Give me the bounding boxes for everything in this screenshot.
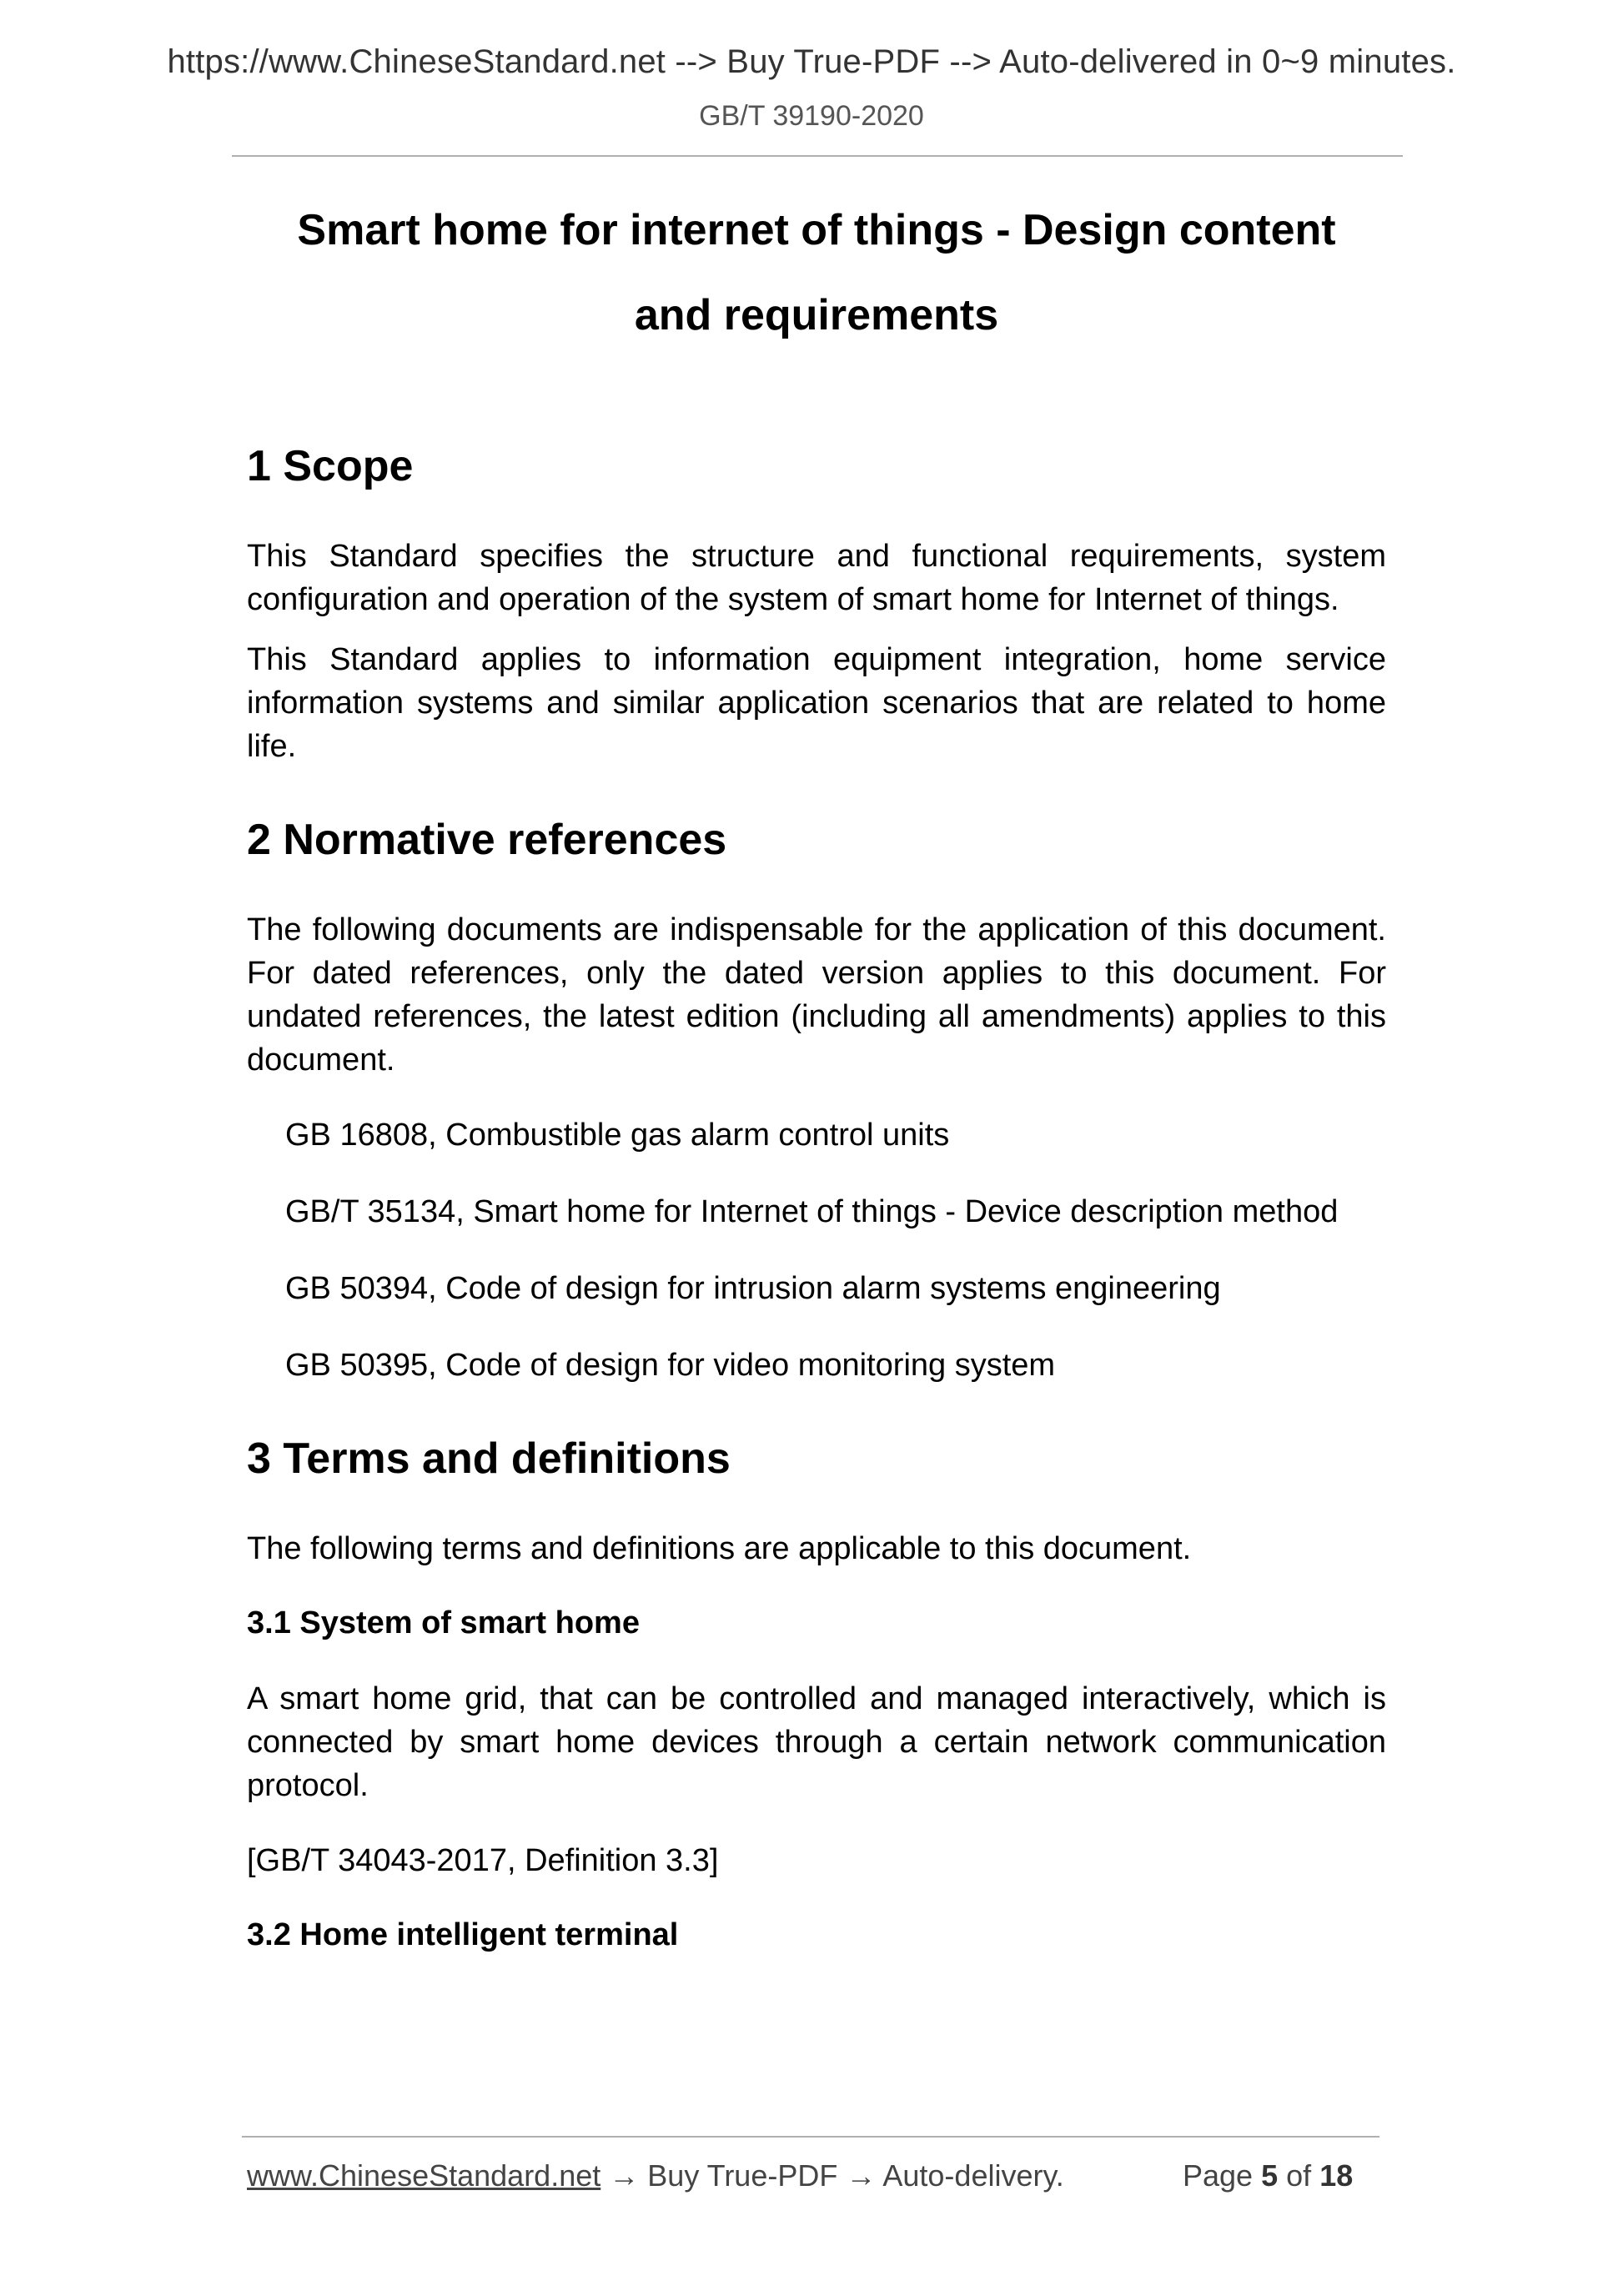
footer-divider — [242, 2136, 1379, 2138]
scope-paragraph-1: This Standard specifies the structure and functional requirements, system configuration and operation of the system of smart home for Internet of things. — [247, 539, 1386, 617]
section-1-heading: 1 Scope — [247, 442, 414, 490]
footer-delivery-text: Auto-delivery. — [882, 2158, 1064, 2193]
page-label: Page — [1183, 2158, 1254, 2193]
arrow-right-icon: → — [846, 2158, 877, 2193]
footer-promo — [247, 2158, 1064, 2193]
term-3-1-definition: A smart home grid, that can be controlled and managed interactively, which is connected by smart home devices through a certain network communication protocol. — [247, 1681, 1386, 1803]
footer-buy-text: Buy True-PDF — [647, 2158, 838, 2193]
header-banner: https://www.ChineseStandard.net --> Buy True-PDF --> Auto-delivered in 0~9 minutes. — [167, 43, 1456, 80]
footer-website-link[interactable]: www.ChineseStandard.net — [247, 2158, 601, 2193]
terms-intro-paragraph: The following terms and definitions are applicable to this document. — [247, 1531, 1192, 1566]
page-number — [1183, 2158, 1353, 2193]
reference-item: GB 50395, Code of design for video monitoring system — [285, 1348, 1056, 1383]
of-label: of — [1286, 2158, 1312, 2193]
title-line-2: and requirements — [634, 291, 999, 339]
arrow-right-icon: → — [609, 2158, 640, 2193]
section-3-heading: 3 Terms and definitions — [247, 1434, 731, 1483]
header-doc-id: GB/T 39190-2020 — [699, 100, 924, 132]
total-pages: 18 — [1319, 2158, 1354, 2193]
reference-item: GB 16808, Combustible gas alarm control units — [285, 1118, 950, 1153]
term-3-1-heading: 3.1 System of smart home — [247, 1605, 640, 1640]
current-page: 5 — [1261, 2158, 1279, 2193]
document-title — [247, 188, 1386, 358]
reference-item: GB/T 35134, Smart home for Internet of things - Device description method — [285, 1194, 1339, 1229]
title-line-1: Smart home for internet of things - Design content — [297, 206, 1336, 254]
page-content — [247, 188, 1386, 1956]
term-3-1-source: [GB/T 34043-2017, Definition 3.3] — [247, 1843, 719, 1878]
term-3-2-heading: 3.2 Home intelligent terminal — [247, 1917, 679, 1952]
section-2-heading: 2 Normative references — [247, 816, 727, 864]
normative-paragraph: The following documents are indispensable for the application of this document. For dated references, only the dated version applies to this document. For undated references, the latest edition (including all amendments) applies to this document. — [247, 912, 1386, 1078]
scope-paragraph-2: This Standard applies to information equipment integration, home service information systems and similar application scenarios that are related to home life. — [247, 642, 1386, 764]
header-divider — [232, 155, 1403, 157]
reference-item: GB 50394, Code of design for intrusion alarm systems engineering — [285, 1271, 1221, 1306]
